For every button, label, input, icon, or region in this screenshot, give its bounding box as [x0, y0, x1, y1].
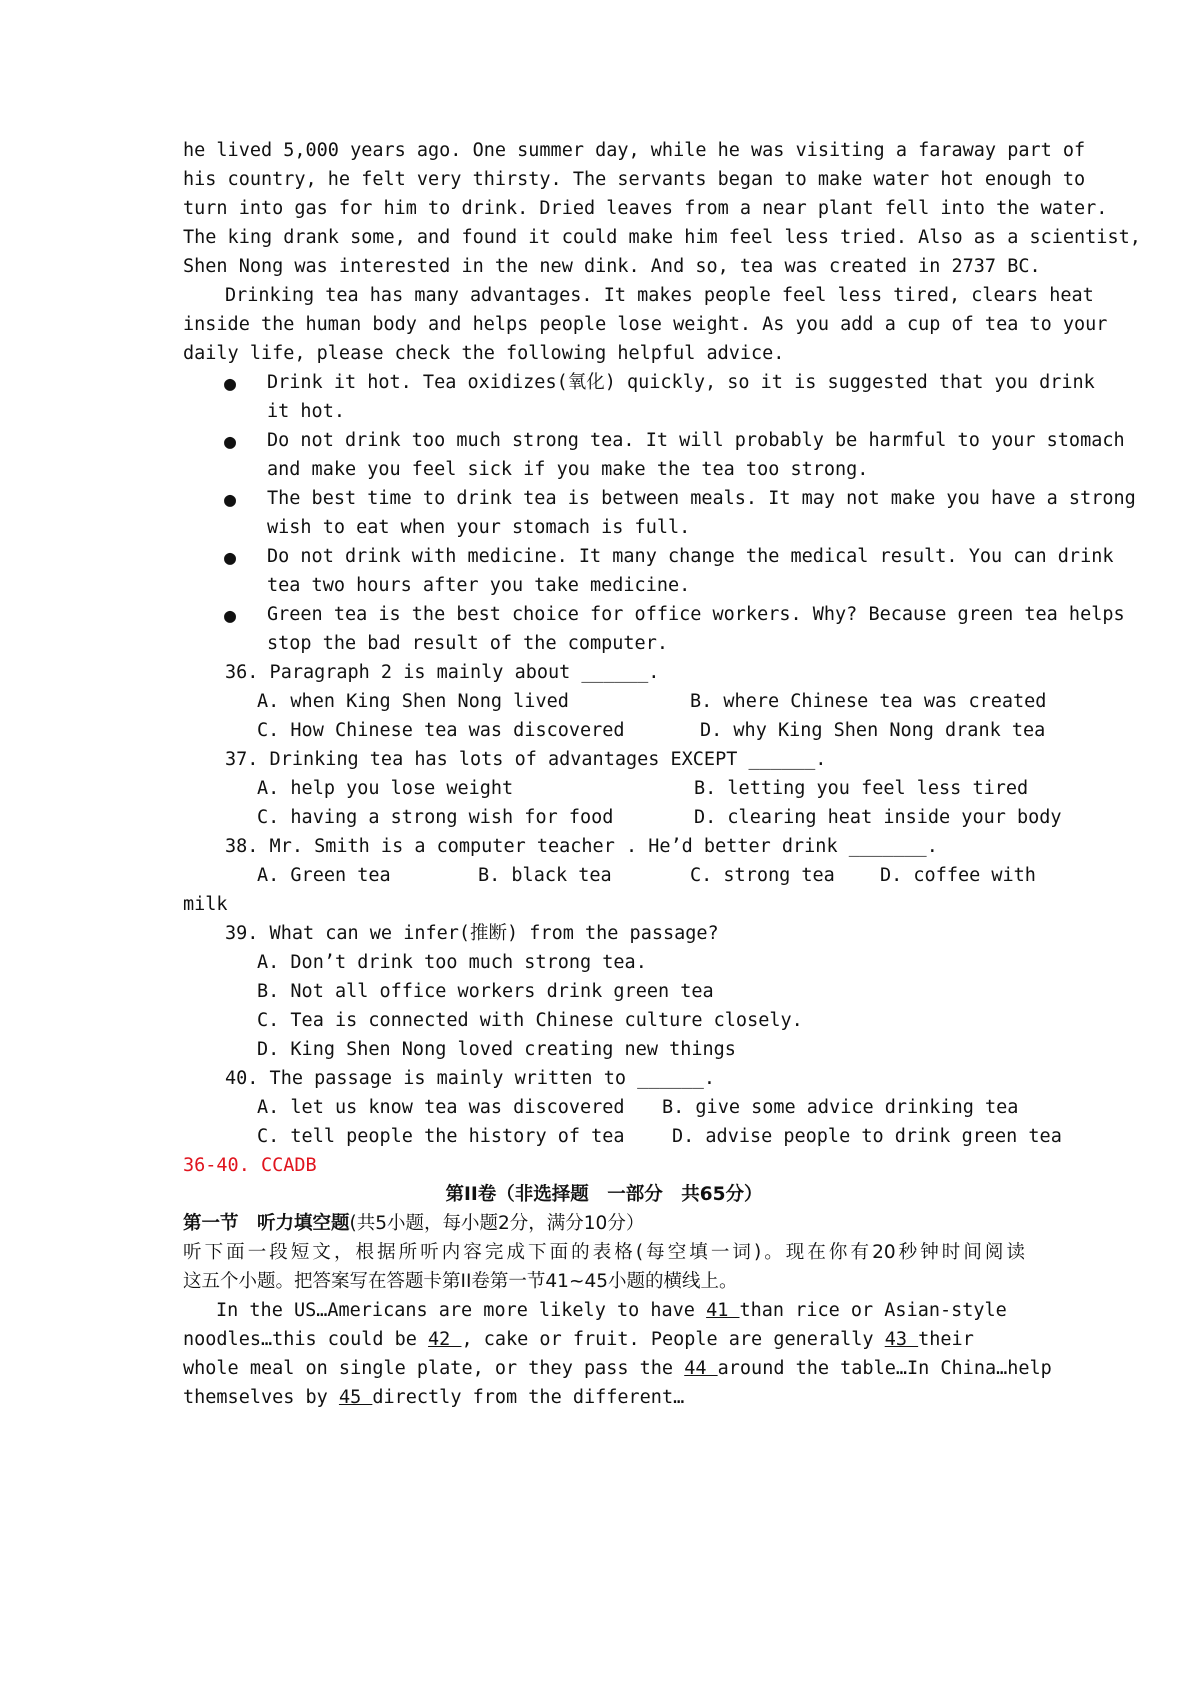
- question-stem: 37. Drinking tea has lots of advantages EXCEPT ______.: [225, 749, 827, 770]
- bullet-text: Green tea is the best choice for office workers. Why? Because green tea helps: [267, 604, 1125, 625]
- question-option: C. strong tea: [690, 865, 835, 886]
- question-option: C. Tea is connected with Chinese culture closely.: [257, 1010, 803, 1031]
- question-option: B. black tea: [478, 865, 612, 886]
- cloze-text: themselves by: [183, 1387, 339, 1408]
- passage-line: turn into gas for him to drink. Dried leaves from a near plant fell into the water.: [183, 198, 1108, 219]
- question-option: A. help you lose weight: [257, 778, 514, 799]
- cloze-text: noodles…this could be: [183, 1329, 429, 1350]
- instruction-line: 这五个小题。把答案写在答题卡第II卷第一节41~45小题的横线上。: [183, 1271, 738, 1292]
- question-option: D. coffee with: [880, 865, 1036, 886]
- cloze-line: [183, 1383, 1025, 1413]
- question-option: D. clearing heat inside your body: [694, 807, 1062, 828]
- question-stem: 38. Mr. Smith is a computer teacher . He’d better drink _______.: [225, 836, 938, 857]
- bullet-icon: ●: [224, 545, 237, 569]
- part-heading: [183, 1209, 1025, 1239]
- blank-42: 42: [428, 1329, 462, 1350]
- question-stem: 39. What can we infer(推断) from the passage?: [225, 923, 719, 944]
- bullet-text: wish to eat when your stomach is full.: [267, 517, 691, 538]
- passage-line: his country, he felt very thirsty. The servants began to make water hot enough to: [183, 169, 1086, 190]
- cloze-text: whole meal on single plate, or they pass the: [183, 1358, 685, 1379]
- cloze-text: In the US…Americans are more likely to have: [216, 1300, 707, 1321]
- bullet-text: Do not drink with medicine. It many change the medical result. You can drink: [267, 546, 1114, 567]
- bullet-icon: ●: [224, 603, 237, 627]
- question-option: C. tell people the history of tea: [257, 1126, 625, 1147]
- cloze-line: [183, 1325, 1025, 1355]
- blank-43: 43: [884, 1329, 919, 1350]
- instruction-line: 听下面一段短文，根据所听内容完成下面的表格(每空填一词)。现在你有20秒钟时间阅读: [183, 1242, 1025, 1263]
- cloze-text: than rice or Asian-style: [739, 1300, 1007, 1321]
- passage-line: inside the human body and helps people lose weight. As you add a cup of tea to your: [183, 314, 1108, 335]
- section-title: 第II卷（非选择题 一部分 共65分）: [445, 1184, 763, 1205]
- blank-45: 45: [338, 1387, 373, 1408]
- question-stem: 36. Paragraph 2 is mainly about ______.: [225, 662, 660, 683]
- cloze-line: [183, 1354, 1052, 1384]
- question-option: A. Don’t drink too much strong tea.: [257, 952, 647, 973]
- question-option: B. where Chinese tea was created: [690, 691, 1047, 712]
- cloze-line: [216, 1296, 1025, 1326]
- blank-41: 41: [706, 1300, 740, 1321]
- question-option: D. why King Shen Nong drank tea: [700, 720, 1046, 741]
- question-option: A. let us know tea was discovered: [257, 1097, 625, 1118]
- question-option: B. Not all office workers drink green tea: [257, 981, 714, 1002]
- passage-line: he lived 5,000 years ago. One summer day, while he was visiting a faraway part of: [183, 140, 1086, 161]
- question-option-continued: milk: [183, 894, 228, 915]
- cloze-text: directly from the different…: [372, 1387, 685, 1408]
- question-option: A. when King Shen Nong lived: [257, 691, 569, 712]
- bullet-icon: ●: [224, 429, 237, 453]
- part-description: (共5小题，每小题2分，满分10分）: [349, 1213, 645, 1234]
- passage-line: daily life, please check the following helpful advice.: [183, 343, 785, 364]
- bullet-text: and make you feel sick if you make the tea too strong.: [267, 459, 869, 480]
- bullet-text: tea two hours after you take medicine.: [267, 575, 691, 596]
- question-option: D. advise people to drink green tea: [672, 1126, 1062, 1147]
- cloze-text: their: [918, 1329, 974, 1350]
- passage-line: Drinking tea has many advantages. It makes people feel less tired, clears heat: [225, 285, 1094, 306]
- bullet-text: The best time to drink tea is between meals. It may not make you have a strong: [267, 488, 1136, 509]
- question-option: A. Green tea: [257, 865, 391, 886]
- question-option: C. How Chinese tea was discovered: [257, 720, 625, 741]
- cloze-text: , cake or fruit. People are generally: [461, 1329, 885, 1350]
- question-option: D. King Shen Nong loved creating new things: [257, 1039, 736, 1060]
- answer-key: 36-40. CCADB: [183, 1155, 317, 1176]
- question-stem: 40. The passage is mainly written to ______.: [225, 1068, 716, 1089]
- cloze-text: around the table…In China…help: [717, 1358, 1052, 1379]
- part-label: 第一节 听力填空题: [183, 1213, 350, 1234]
- bullet-text: it hot.: [267, 401, 345, 422]
- question-option: B. letting you feel less tired: [694, 778, 1029, 799]
- question-option: C. having a strong wish for food: [257, 807, 614, 828]
- blank-44: 44: [684, 1358, 718, 1379]
- bullet-text: Drink it hot. Tea oxidizes(氧化) quickly, so it is suggested that you drink: [267, 372, 1095, 393]
- bullet-text: stop the bad result of the computer.: [267, 633, 668, 654]
- bullet-text: Do not drink too much strong tea. It will probably be harmful to your stomach: [267, 430, 1125, 451]
- bullet-icon: ●: [224, 487, 237, 511]
- passage-line: Shen Nong was interested in the new dink. And so, tea was created in 2737 BC.: [183, 256, 1041, 277]
- question-option: B. give some advice drinking tea: [662, 1097, 1019, 1118]
- bullet-icon: ●: [224, 371, 237, 395]
- passage-line: The king drank some, and found it could make him feel less tried. Also as a scientist,: [183, 227, 1141, 248]
